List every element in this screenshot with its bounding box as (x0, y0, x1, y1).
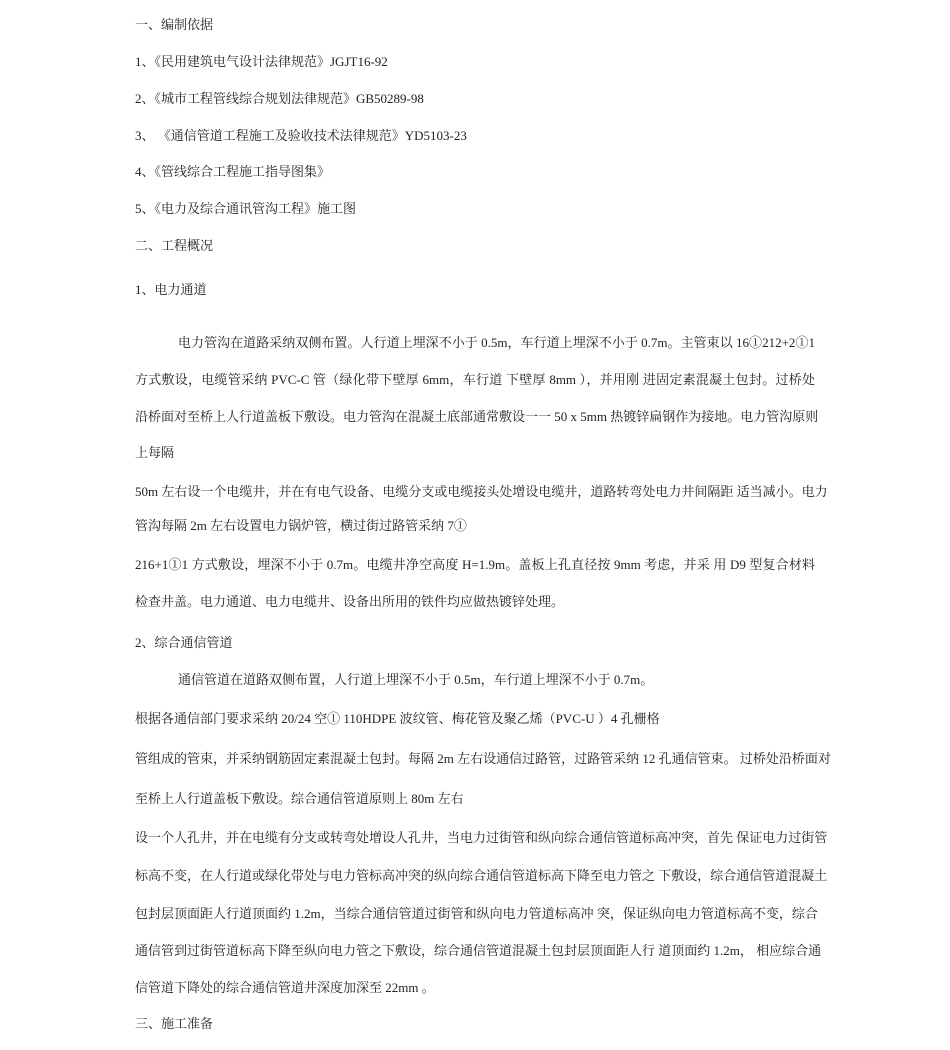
paragraph-line: 设一个人孔井，并在电缆有分支或转弯处增设人孔井，当电力过街管和纵向综合通信管道标高冲突，首先 保证电力过街管 (135, 830, 828, 845)
paragraph-line: 50m 左右设一个电缆井，并在有电气设备、电缆分支或电缆接头处增设电缆井，道路转弯处电力井间隔距 适当减小。电力 (135, 484, 828, 499)
paragraph-line: 管组成的管束，并采纳钢筋固定素混凝土包封。每隔 2m 左右设通信过路管，过路管采纳 12 孔通信管束。 过桥处沿桥面对 (135, 751, 831, 766)
heading-overview: 二、工程概况 (135, 238, 214, 253)
paragraph-line: 沿桥面对至桥上人行道盖板下敷设。电力管沟在混凝土底部通常敷设一一 50 x 5mm 热镀锌扁钢作为接地。电力管沟原则 (135, 409, 819, 424)
reference-item: 4、《管线综合工程施工指导图集》 (135, 164, 331, 179)
paragraph-line: 通信管到过街管道标高下降至纵向电力管之下敷设，综合通信管道混凝土包封层顶面距人行 道顶面约 1.2m， 相应综合通 (135, 943, 822, 958)
paragraph-line: 管沟每隔 2m 左右设置电力锅炉管，横过街过路管采纳 7① (135, 518, 467, 533)
paragraph-line: 216+1①1 方式敷设，埋深不小于 0.7m。电缆井净空高度 H=1.9m。盖板上孔直径按 9mm 考虑，并采 用 D9 型复合材料 (135, 557, 815, 572)
paragraph-line: 检查井盖。电力通道、电力电缆井、设备出所用的铁件均应做热镀锌处理。 (135, 594, 565, 609)
paragraph-line: 通信管道在道路双侧布置，人行道上埋深不小于 0.5m，车行道上埋深不小于 0.7m。 (178, 672, 654, 687)
paragraph-line: 电力管沟在道路采纳双侧布置。人行道上埋深不小于 0.5m，车行道上埋深不小于 0.7m。主管束以 16①212+2①1 (178, 335, 815, 350)
reference-item: 3、 《通信管道工程施工及验收技术法律规范》YD5103-23 (135, 128, 467, 143)
subheading-power-channel: 1、电力通道 (135, 282, 207, 297)
paragraph-line: 方式敷设，电缆管采纳 PVC-C 管（绿化带下壁厚 6mm，车行道 下壁厚 8mm ），并用刚 进固定素混凝土包封。过桥处 (135, 372, 815, 387)
reference-item: 5、《电力及综合通讯管沟工程》施工图 (135, 201, 357, 216)
reference-item: 1、《民用建筑电气设计法律规范》JGJT16-92 (135, 54, 388, 69)
paragraph-line: 至桥上人行道盖板下敷设。综合通信管道原则上 80m 左右 (135, 791, 464, 806)
heading-basis: 一、编制依据 (135, 17, 214, 32)
subheading-telecom: 2、综合通信管道 (135, 635, 233, 650)
paragraph-line: 上每隔 (135, 445, 175, 460)
paragraph-line: 包封层顶面距人行道顶面约 1.2m，当综合通信管道过街管和纵向电力管道标高冲 突，保证纵向电力管道标高不变，综合 (135, 906, 818, 921)
paragraph-line: 信管道下降处的综合通信管道井深度加深至 22mm 。 (135, 980, 435, 995)
heading-preparation: 三、施工准备 (135, 1016, 214, 1031)
reference-item: 2、《城市工程管线综合规划法律规范》GB50289-98 (135, 91, 424, 106)
paragraph-line: 根据各通信部门要求采纳 20/24 空① 110HDPE 波纹管、梅花管及聚乙烯（PVC-U ）4 孔栅格 (135, 711, 660, 726)
paragraph-line: 标高不变，在人行道或绿化带处与电力管标高冲突的纵向综合通信管道标高下降至电力管之 下敷设，综合通信管道混凝土 (135, 868, 828, 883)
